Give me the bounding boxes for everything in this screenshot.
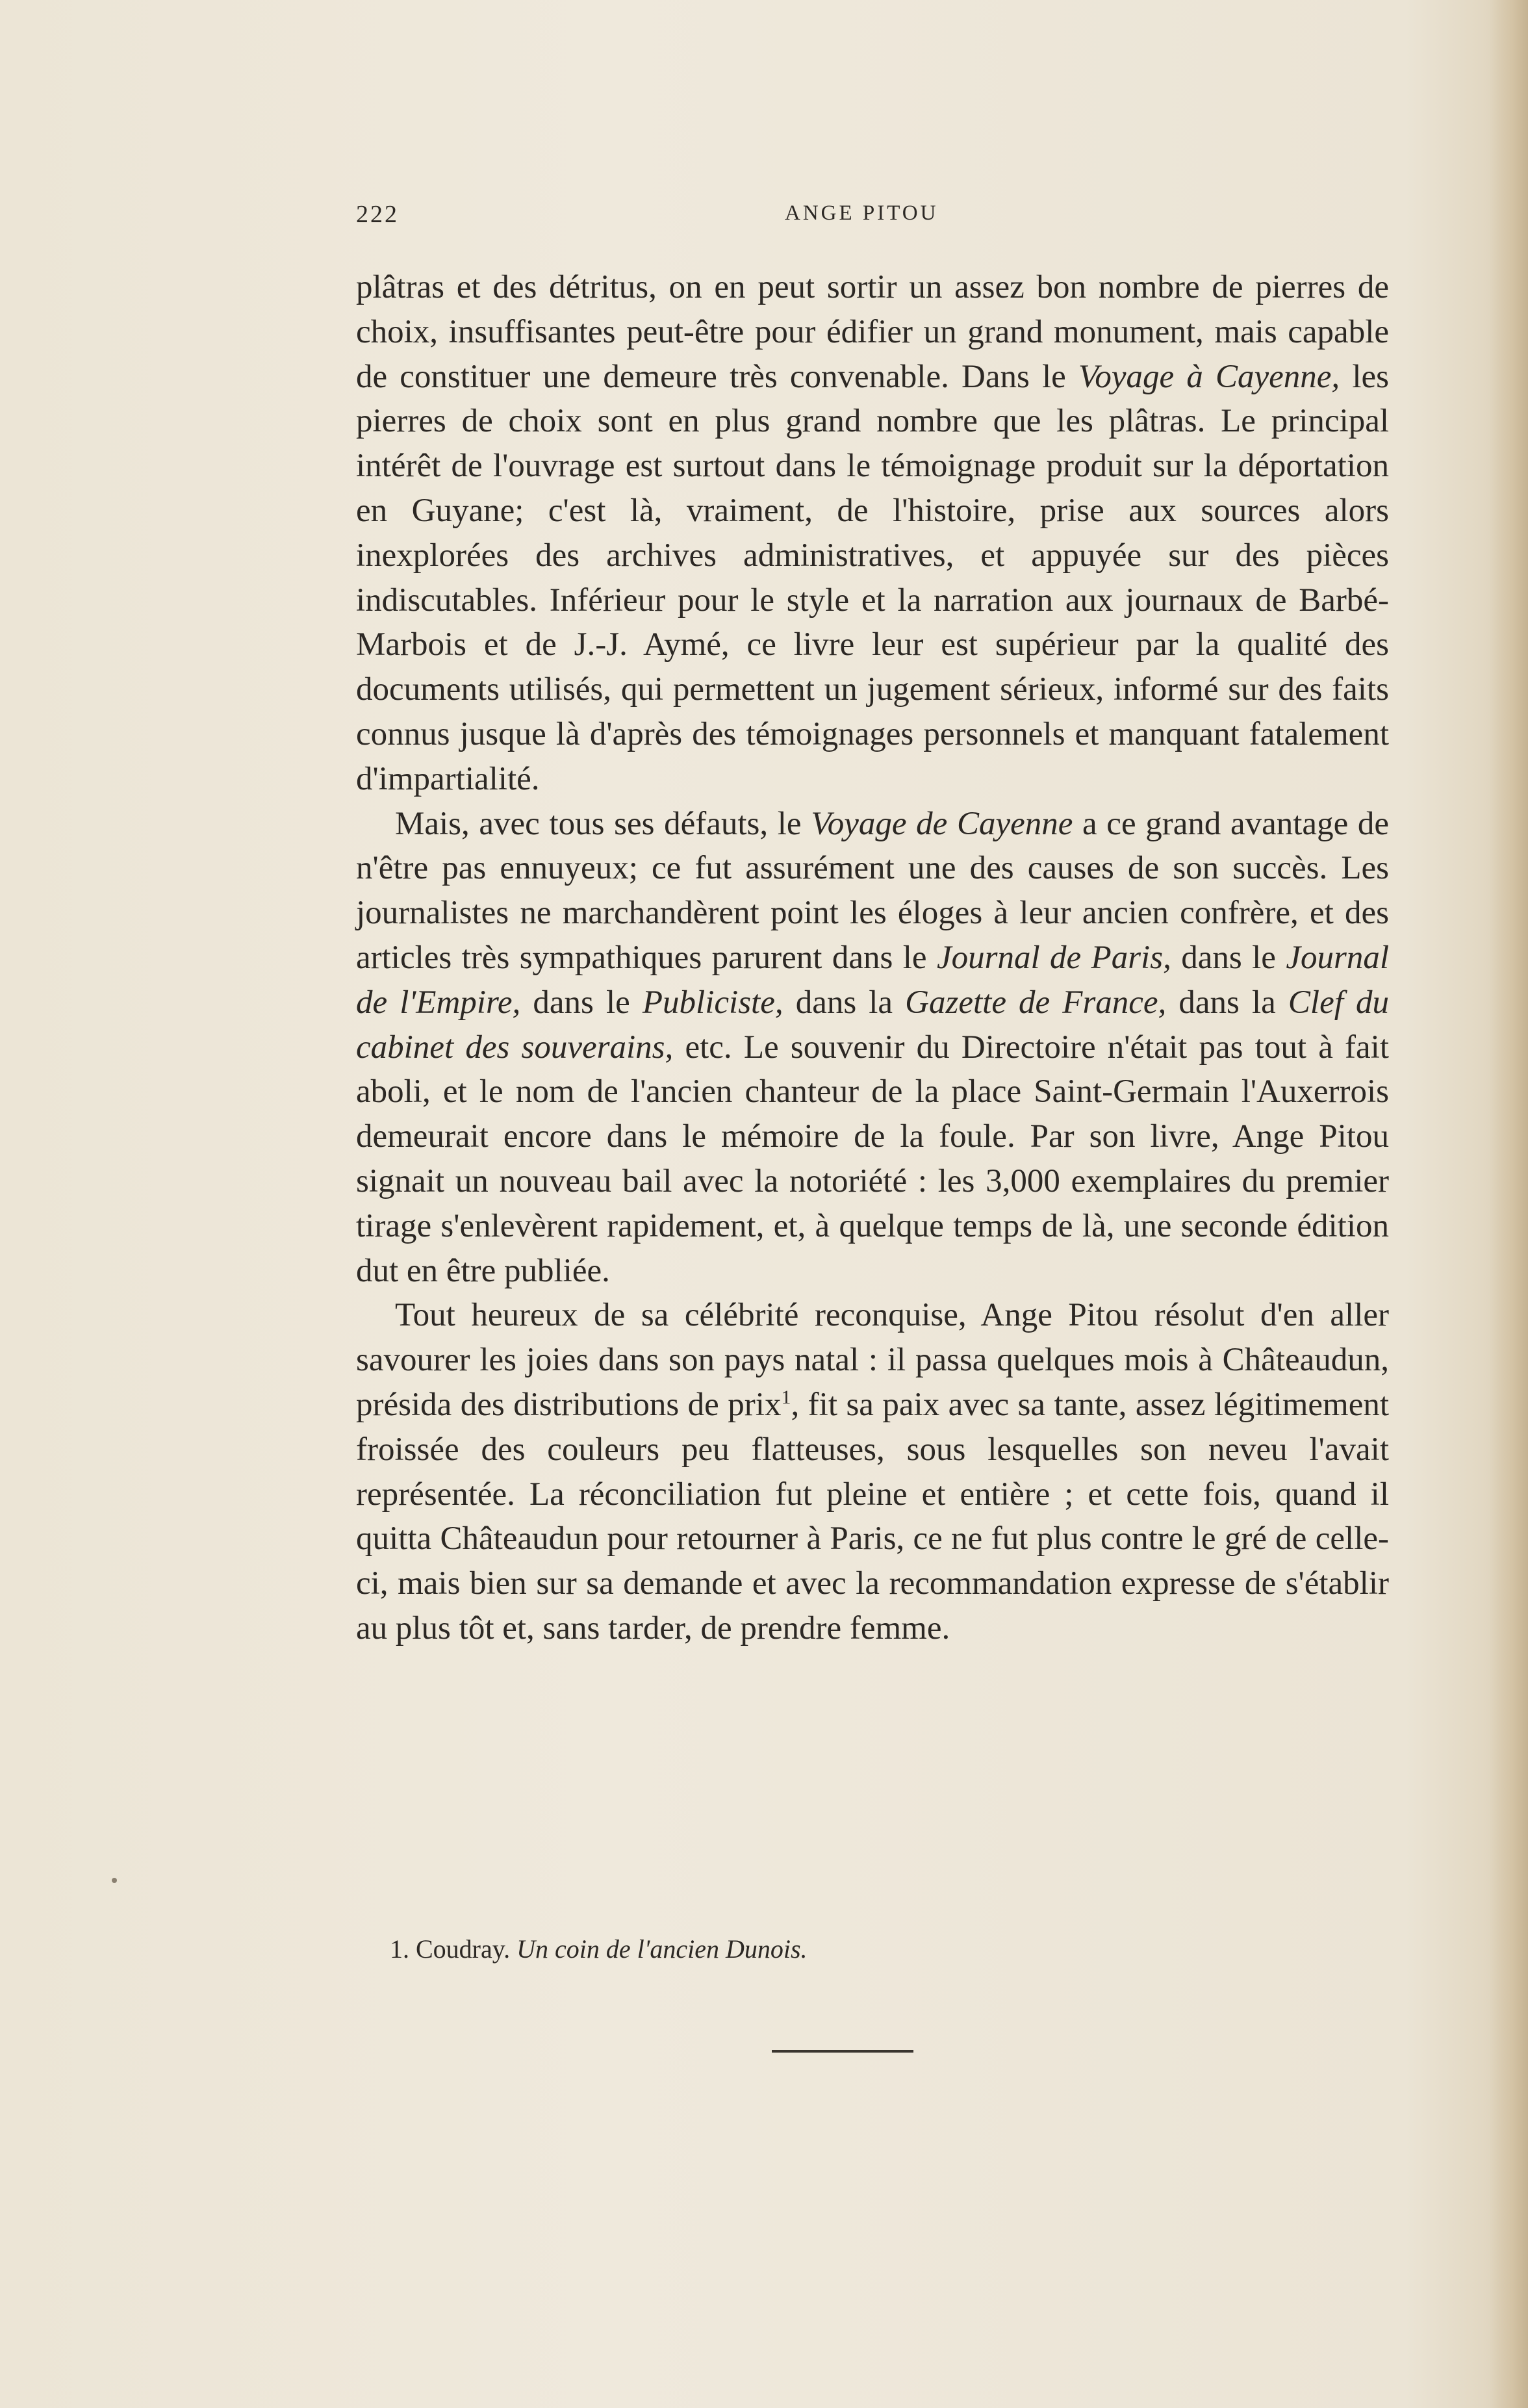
footnote-reference: 1 (781, 1386, 791, 1408)
footnote-title: Un coin de l'ancien Dunois. (516, 1934, 808, 1964)
paragraph-1 (356, 265, 1389, 802)
footnote (390, 1933, 1364, 1966)
running-title: ANGE PITOU (785, 201, 939, 225)
p2-text-7: etc. Le souvenir du Directoire n'était pas tout à fait aboli, et le nom de l'ancien chanteur de la place Saint-Germain l'Auxerrois demeurait encore dans le mémoire de la foule. Par son livre, Ange Pitou signait un nouveau bail avec la notoriété : les 3,000 exemplaires du premier tirage s'enlevèrent rapidement, et, à quelque temps de là, une seconde édition dut en être publiée. (356, 1029, 1390, 1289)
page-number: 222 (356, 201, 399, 228)
paragraph-3 (356, 1293, 1389, 1650)
p1-italic-voyage-a-cayenne: Voyage à Cayenne, (1078, 358, 1340, 395)
p2-text-4: dans le (520, 984, 643, 1021)
p1-text-2: les pierres de choix sont en plus grand nombre que les plâtras. Le principal intérêt de l'ouvrage est surtout dans le témoignage produit sur la déportation en Guyane; c'est là, vraiment, de l'histoire, prise aux sources alors inexplorées des archives administratives, et appuyée sur des pièces indiscutables. Inférieur pour le style et la narration aux journaux de Barbé-Marbois et de J.-J. Aymé, ce livre leur est supérieur par la qualité des documents utilisés, qui permettent un jugement sérieux, informé sur des faits connus jusque là d'après des témoignages personnels et manquant fatalement d'impartialité. (356, 358, 1389, 797)
p3-text-2: , fit sa paix avec sa tante, assez légitimement froissée des couleurs peu flatteuses, sous lesquelles son neveu l'avait représentée. La réconciliation fut pleine et entière ; et cette fois, quand il quitta Châteaudun pour retourner à Paris, ce ne fut plus contre le gré de celle-ci, mais bien sur sa demande et avec la recommandation expresse de s'établir au plus tôt et, sans tarder, de prendre femme. (356, 1386, 1390, 1646)
footnote-number: 1. (390, 1934, 409, 1964)
p2-text-5: dans la (783, 984, 906, 1021)
p2-italic-voyage-de-cayenne: Voyage de Cayenne (811, 805, 1073, 842)
p2-italic-journal-de-l-empire: Journal de l'Empire, (356, 939, 1389, 1021)
body-text (356, 265, 1389, 1651)
p2-italic-gazette-de-france: Gazette de France, (905, 984, 1167, 1021)
p2-italic-journal-de-paris: Journal de Paris, (936, 939, 1171, 976)
p2-text-2: a ce grand avantage de n'être pas ennuyeux; ce fut assurément une des causes de son succès. Les journalistes ne marchandèrent point les éloges à leur ancien confrère, et des articles très sympathiques parurent dans le (356, 805, 1389, 976)
p2-italic-publiciste: Publiciste, (642, 984, 783, 1021)
p2-italic-clef-du-cabinet: Clef du cabinet des souverains, (356, 984, 1389, 1066)
margin-speck (112, 1878, 117, 1883)
p1-text-1: plâtras et des détritus, on en peut sortir un assez bon nombre de pierres de choix, insuffisantes peut-être pour édifier un grand monument, mais capable de constituer une demeure très convenable. Dans le (356, 269, 1389, 395)
page-edge-shadow (1489, 0, 1528, 2408)
p2-text-3: dans le (1171, 939, 1286, 976)
p2-text-1: Mais, avec tous ses défauts, le (395, 805, 811, 842)
running-head (356, 200, 1389, 239)
p2-text-6: dans la (1166, 984, 1288, 1021)
p3-text-1: Tout heureux de sa célébrité reconquise, Ange Pitou résolut d'en aller savourer les joies dans son pays natal : il passa quelques mois à Châteaudun, présida des distributions de prix (356, 1297, 1389, 1423)
end-rule-divider (772, 2050, 913, 2053)
footnote-author: Coudray. (416, 1934, 511, 1964)
paragraph-2 (356, 802, 1389, 1294)
